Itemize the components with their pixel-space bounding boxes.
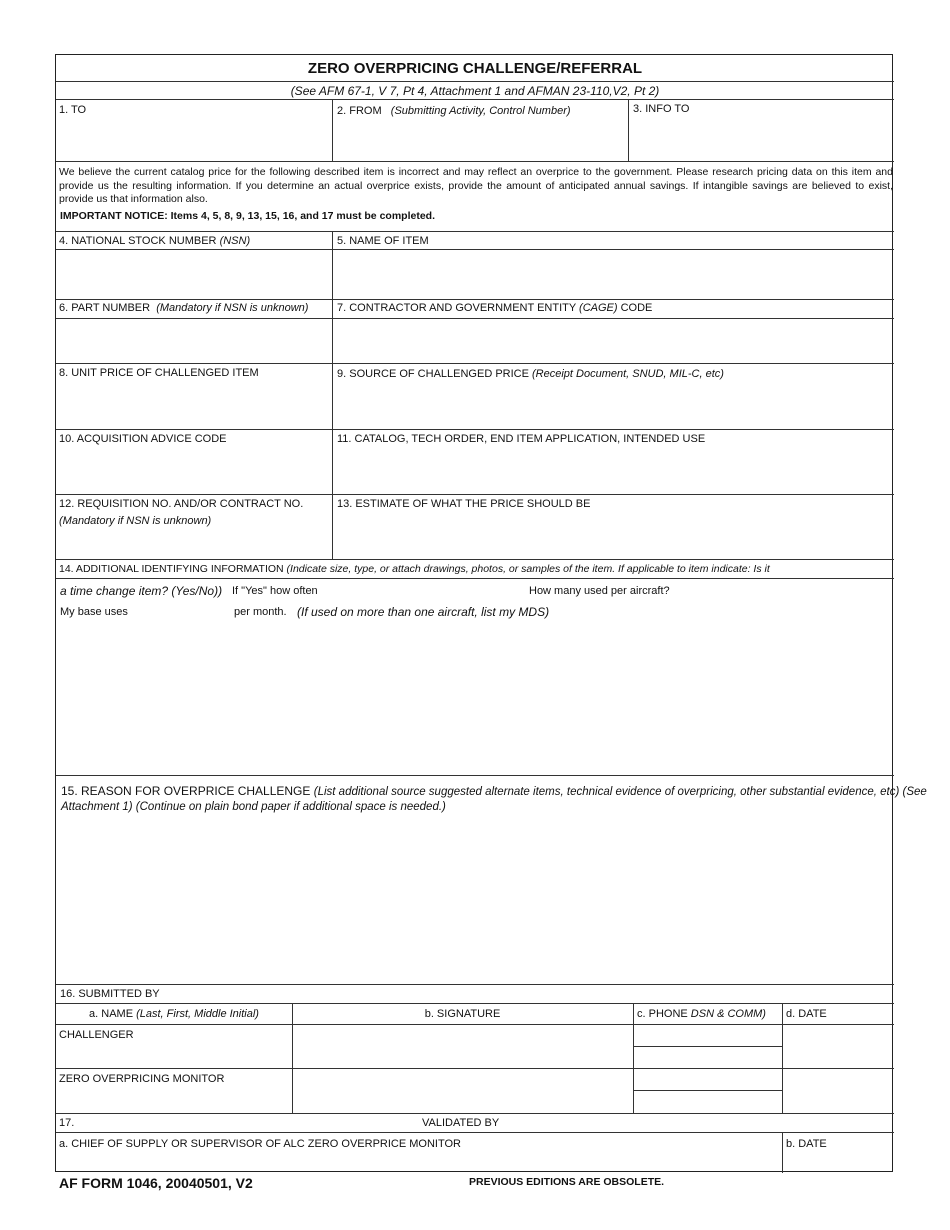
divider bbox=[56, 249, 894, 250]
form-subtitle: (See AFM 67-1, V 7, Pt 4, Attachment 1 and AFMAN 23-110,V2, Pt 2) bbox=[290, 84, 660, 98]
field-7-cage-label bbox=[337, 302, 652, 315]
field-2-note: (Submitting Activity, Control Number) bbox=[390, 105, 571, 117]
important-notice: IMPORTANT NOTICE: Items 4, 5, 8, 9, 13, 15, 16, and 17 must be completed. bbox=[60, 210, 435, 222]
field-7-label-text: 7. CONTRACTOR AND GOVERNMENT ENTITY bbox=[337, 302, 576, 314]
field-1-to-label: 1. TO bbox=[59, 104, 87, 116]
col-c-label: c. PHONE bbox=[637, 1008, 688, 1020]
field-9-source-label bbox=[337, 368, 724, 381]
field-5-name-label: 5. NAME OF ITEM bbox=[337, 235, 429, 247]
divider bbox=[332, 231, 333, 559]
row-challenger-label: CHALLENGER bbox=[59, 1029, 134, 1041]
field-6-part-number-label bbox=[59, 302, 308, 315]
divider bbox=[56, 161, 894, 162]
divider bbox=[56, 578, 894, 579]
field-15-reason-label bbox=[61, 783, 927, 800]
divider bbox=[633, 1003, 634, 1113]
field-9-note: (Receipt Document, SNUD, MIL-C, etc) bbox=[532, 368, 724, 380]
divider bbox=[56, 299, 894, 300]
divider bbox=[56, 363, 894, 364]
divider bbox=[56, 775, 894, 776]
form-id-footer: AF FORM 1046, 20040501, V2 bbox=[59, 1175, 253, 1191]
field-15-note-line2: Attachment 1) (Continue on plain bond paper if additional space is needed.) bbox=[61, 801, 446, 813]
field-14-label-text: 14. ADDITIONAL IDENTIFYING INFORMATION bbox=[59, 563, 284, 575]
field-14-note: (Indicate size, type, or attach drawings, photos, or samples of the item. If applicable to item indicate: Is it bbox=[286, 563, 770, 575]
col-a-name-header bbox=[56, 1008, 292, 1021]
field-14-time-change-question: a time change item? (Yes/No)) bbox=[60, 584, 223, 598]
intro-paragraph: We believe the current catalog price for the following described item is incorrect and may reflect an overprice to the government. Please research pricing data on this item and provide us the resulting information. If you determine an actual overprice exists, provide the amount of anticipated annual savings. If intangible savings are believed to exist, provide us that information also. bbox=[59, 166, 893, 205]
col-d-date-header: d. DATE bbox=[786, 1008, 827, 1020]
col-a-label: a. NAME bbox=[89, 1008, 134, 1020]
divider bbox=[633, 1046, 782, 1047]
validated-by-label: VALIDATED BY bbox=[422, 1117, 500, 1129]
form-title: ZERO OVERPRICING CHALLENGE/REFERRAL bbox=[307, 60, 643, 77]
divider bbox=[56, 984, 894, 985]
field-17a-chief-label: a. CHIEF OF SUPPLY OR SUPERVISOR OF ALC ZERO OVERPRICE MONITOR bbox=[59, 1138, 461, 1150]
row-monitor-label: ZERO OVERPRICING MONITOR bbox=[59, 1073, 225, 1085]
field-12-requisition-label: 12. REQUISITION NO. AND/OR CONTRACT NO. bbox=[59, 498, 304, 510]
field-14-used-per-aircraft: How many used per aircraft? bbox=[529, 585, 670, 597]
field-7-note: (CAGE) bbox=[579, 302, 618, 314]
field-6-note: (Mandatory if NSN is unknown) bbox=[156, 302, 309, 314]
form-frame bbox=[55, 54, 927, 1172]
field-11-application-label: 11. CATALOG, TECH ORDER, END ITEM APPLICATION, INTENDED USE bbox=[337, 433, 706, 445]
field-4-note: (NSN) bbox=[219, 235, 251, 247]
divider bbox=[56, 559, 894, 560]
field-15-note-line1: (List additional source suggested alternate items, technical evidence of overpricing, other substantial evidence, etc) (See bbox=[313, 786, 927, 798]
col-a-note: (Last, First, Middle Initial) bbox=[136, 1008, 259, 1020]
divider bbox=[56, 99, 894, 100]
divider bbox=[782, 1003, 783, 1113]
field-2-from-label bbox=[337, 105, 571, 118]
divider bbox=[56, 318, 894, 319]
divider bbox=[56, 1003, 894, 1004]
field-3-info-to-label: 3. INFO TO bbox=[633, 103, 690, 115]
field-4-nsn-label bbox=[59, 235, 250, 248]
field-14-base-uses: My base uses bbox=[60, 606, 128, 618]
field-6-label-text: 6. PART NUMBER bbox=[59, 302, 151, 314]
divider bbox=[628, 99, 629, 161]
divider bbox=[332, 99, 333, 161]
field-14-per-month: per month. bbox=[234, 606, 287, 618]
field-2-label-text: 2. FROM bbox=[337, 105, 382, 117]
obsolete-notice: PREVIOUS EDITIONS ARE OBSOLETE. bbox=[469, 1176, 665, 1188]
divider bbox=[56, 494, 894, 495]
divider bbox=[292, 1003, 293, 1113]
field-9-label-text: 9. SOURCE OF CHALLENGED PRICE bbox=[337, 368, 529, 380]
divider bbox=[56, 231, 894, 232]
field-10-aac-label: 10. ACQUISITION ADVICE CODE bbox=[59, 433, 227, 445]
field-4-label-text: 4. NATIONAL STOCK NUMBER bbox=[59, 235, 217, 247]
col-b-signature-header: b. SIGNATURE bbox=[424, 1008, 501, 1020]
field-12-note: (Mandatory if NSN is unknown) bbox=[59, 515, 212, 527]
field-8-unit-price-label: 8. UNIT PRICE OF CHALLENGED ITEM bbox=[59, 367, 259, 379]
field-14-mds-note: (If used on more than one aircraft, list my MDS) bbox=[297, 605, 550, 619]
field-17b-date-label: b. DATE bbox=[786, 1138, 827, 1150]
divider bbox=[782, 1132, 783, 1173]
field-14-additional-info-label bbox=[59, 563, 770, 576]
field-16-submitted-by: 16. SUBMITTED BY bbox=[60, 988, 160, 1000]
divider bbox=[56, 81, 894, 82]
field-14-how-often: If "Yes" how often bbox=[232, 585, 318, 597]
field-7-suffix: CODE bbox=[620, 302, 653, 314]
field-13-estimate-label: 13. ESTIMATE OF WHAT THE PRICE SHOULD BE bbox=[337, 498, 591, 510]
divider bbox=[633, 1090, 782, 1091]
field-17-label: 17. bbox=[59, 1117, 75, 1129]
field-15-label-text: 15. REASON FOR OVERPRICE CHALLENGE bbox=[61, 784, 311, 798]
divider bbox=[56, 429, 894, 430]
divider bbox=[56, 1113, 894, 1114]
divider bbox=[56, 1068, 894, 1069]
col-a-header-line bbox=[56, 1008, 292, 1021]
col-c-phone-header bbox=[637, 1008, 766, 1021]
divider bbox=[56, 1132, 894, 1133]
col-c-note: DSN & COMM) bbox=[690, 1008, 766, 1020]
divider bbox=[56, 1024, 894, 1025]
